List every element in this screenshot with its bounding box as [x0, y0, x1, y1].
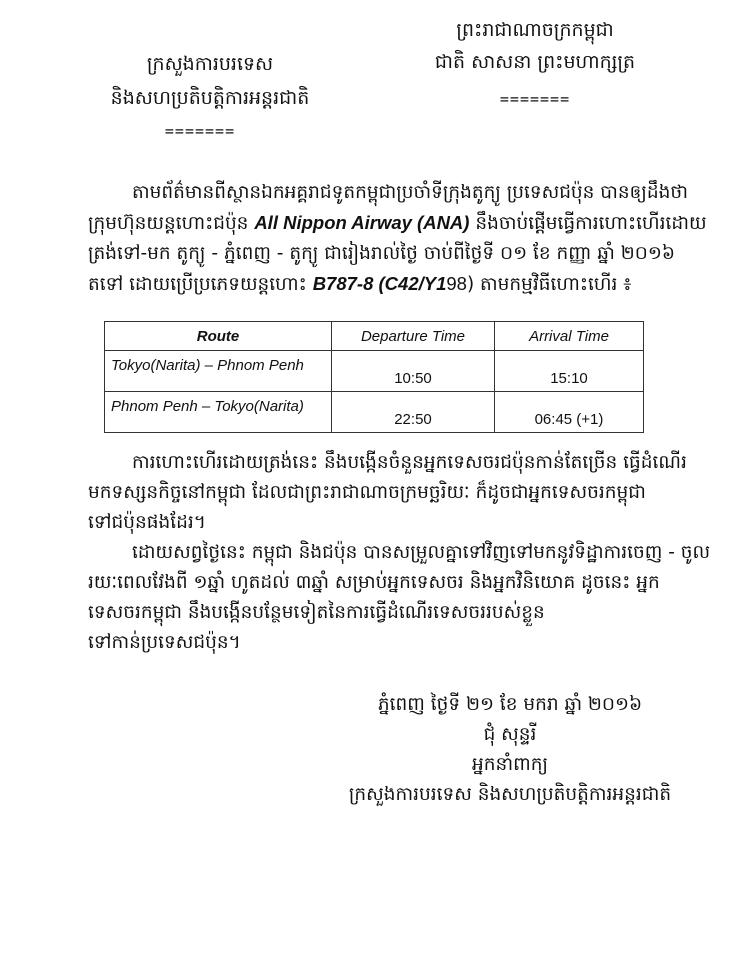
paragraph-line: ទៅកាន់ប្រទេសជប៉ុន។ [88, 632, 241, 653]
signatory-role: អ្នកនាំពាក្យ [472, 754, 548, 775]
paragraph-line: មកទស្សនកិច្ចនៅកម្ពុជា ដែលជាព្រះរាជាណាចក្រមច្ឆរិយៈ ក៏ដូចជាអ្នកទេសចរកម្ពុជា [88, 482, 646, 503]
table-header-row [105, 322, 644, 351]
text-run: នឹងចាប់ផ្តើមធ្វើការហោះហើរដោយ [469, 213, 707, 234]
header-arrival: Arrival Time [495, 322, 644, 351]
aircraft-seat-count: 98 [446, 273, 467, 294]
header-route: Route [105, 322, 332, 351]
departure-cell: 22:50 [332, 392, 495, 433]
table-row [105, 392, 644, 433]
signature-block [330, 690, 690, 810]
route-cell: Tokyo(Narita) – Phnom Penh [105, 351, 332, 392]
paragraph-benefits [88, 448, 687, 538]
paragraph-line [88, 208, 707, 239]
text-run: ) តាមកម្មវិធីហោះហើរ ៖ [466, 274, 632, 295]
table-row [105, 351, 644, 392]
departure-cell: 10:50 [332, 351, 495, 392]
flight-schedule-table [104, 321, 644, 433]
issuing-office: ក្រសួងការបរទេស និងសហប្រតិបត្តិការអន្តរជាតិ [348, 784, 672, 805]
route-cell: Phnom Penh – Tokyo(Narita) [105, 392, 332, 433]
paragraph-line: រយៈពេលវែងពី ១ឆ្នាំ ហូតដល់ ៣ឆ្នាំ សម្រាប់អ្នកទេសចរ និងអ្នកវិនិយោគ ដូចនេះ អ្នក [88, 572, 660, 593]
paragraph-line: តាមព័ត៌មានពីស្ថានឯកអគ្គរាជទូតកម្ពុជាប្រចាំទីក្រុងតូក្យូ ប្រទេសជប៉ុន បានឲ្យដឹងថា [132, 182, 689, 203]
national-motto: ជាតិ សាសនា ព្រះមហាក្សត្រ [434, 51, 636, 73]
arrival-cell: 15:10 [495, 351, 644, 392]
aircraft-type: B787-8 (C42/Y1 [312, 273, 447, 294]
signatory-name: ជុំ សុន្ទរី [483, 724, 537, 745]
text-run: ក្រុមហ៊ុនយន្តហោះជប៉ុន [88, 213, 255, 234]
paragraph-line: ទៅជប៉ុនផងដែរ។ [88, 512, 206, 533]
header-separator-left: ======= [164, 122, 236, 140]
header-separator-right: ======= [499, 90, 571, 108]
ministry-name-line2: និងសហប្រតិបត្តិការអន្តរជាតិ [110, 87, 310, 109]
paragraph-line: ទេសចរកម្ពុជា នឹងបង្កើនបន្ថែមទៀតនៃការធ្វើដំណើរទេសចររបស់ខ្លួន [88, 602, 545, 623]
paragraph-visa [88, 538, 711, 658]
airline-name: All Nippon Airway (ANA) [254, 212, 470, 233]
paragraph-line: ការហោះហើរដោយត្រង់នេះ នឹងបង្កើនចំនួនអ្នកទេសចរជប៉ុនកាន់តែច្រើន ធ្វើដំណើរ [132, 452, 687, 473]
header-departure: Departure Time [332, 322, 495, 351]
paragraph-line: ដោយសព្វថ្ងៃនេះ កម្ពុជា និងជប៉ុន បានសម្រួលគ្នាទៅវិញទៅមកនូវទិដ្ឋាការចេញ - ចូល [132, 542, 711, 563]
paragraph-intro [88, 178, 707, 300]
text-run: តទៅ ដោយប្រើប្រភេទយន្តហោះ [88, 274, 313, 295]
paragraph-line [88, 269, 668, 300]
kingdom-title: ព្រះរាជាណាចក្រកម្ពុជា [456, 19, 614, 41]
arrival-cell: 06:45 (+1) [495, 392, 644, 433]
issue-date: ភ្នំពេញ ថ្ងៃទី ២១ ខែ មករា ឆ្នាំ ២០១៦ [377, 694, 643, 715]
paragraph-line: ត្រង់ទៅ-មក តូក្យូ - ភ្នំពេញ - តូក្យូ ជារៀងរាល់ថ្ងៃ ចាប់ពីថ្ងៃទី ០១ ខែ កញ្ញា ឆ្នាំ ២០១៦ [88, 243, 675, 264]
ministry-name-line1: ក្រសួងការបរទេស [146, 53, 274, 75]
